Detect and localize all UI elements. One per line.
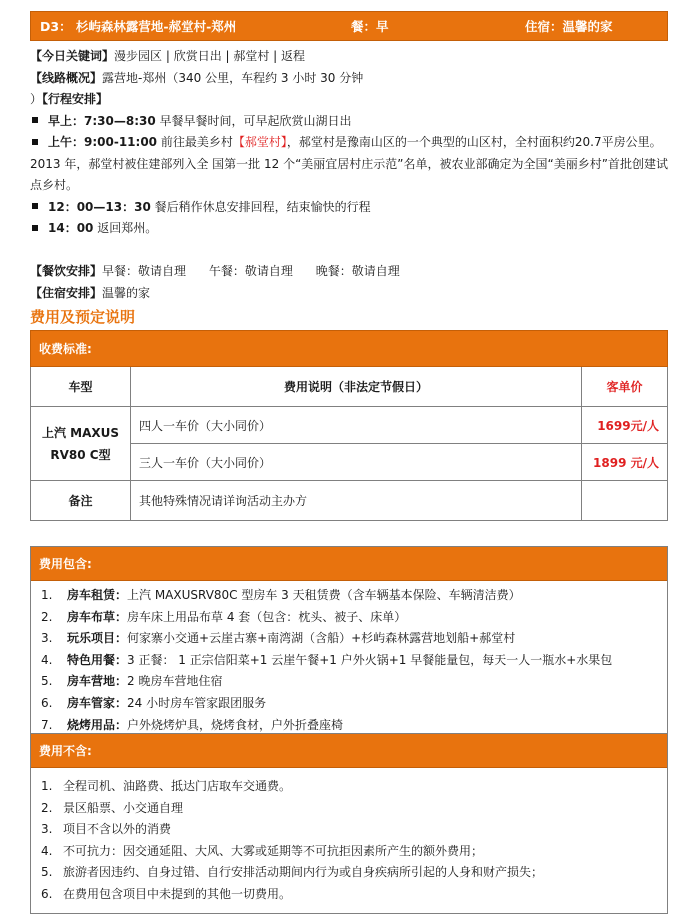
list-item <box>41 841 667 863</box>
list-item <box>41 693 667 715</box>
morning-line <box>30 111 670 133</box>
square-bullet-icon <box>32 225 38 231</box>
forenoon-highlight: 【郝堂村】 <box>232 135 287 149</box>
noon-text: 餐后稍作休息安排回程，结束愉快的行程 <box>154 199 371 214</box>
overview-line <box>30 68 670 90</box>
item-text: 24 小时房车管家跟团服务 <box>127 695 267 710</box>
item-text: 全程司机、油路费、抵达门店取车交通费。 <box>63 779 292 793</box>
item-text: 在费用包含项目中未提到的其他一切费用。 <box>63 886 292 901</box>
item-number: 1. <box>41 588 53 602</box>
model-line1: 上汽 MAXUS <box>41 425 120 440</box>
included-box <box>30 546 668 736</box>
overview-label: 【线路概况】 <box>30 70 103 85</box>
square-bullet-icon <box>32 139 38 145</box>
meals-label: 【餐饮安排】 <box>30 264 103 278</box>
item-number: 5. <box>41 674 53 689</box>
row-desc: 四人一车价（大小同价） <box>131 407 582 444</box>
item-text: 2 晚房车营地住宿 <box>127 674 223 689</box>
row-price: 1699元/人 <box>582 407 668 444</box>
item-number: 7. <box>41 717 53 732</box>
day-route: D3： 杉屿森林露营地-郝堂村-郑州 <box>40 19 237 34</box>
list-item <box>41 798 667 820</box>
item-label: 房车营地： <box>67 674 128 689</box>
forenoon-label: 上午：9:00-11:00 <box>48 135 158 149</box>
item-number: 6. <box>41 695 53 710</box>
list-item <box>41 607 667 629</box>
list-item <box>41 671 667 693</box>
square-bullet-icon <box>32 203 38 209</box>
lodging-text: 温馨的家 <box>102 285 151 300</box>
excluded-header: 费用不含: <box>31 734 667 768</box>
item-text: 房车床上用品布草 4 套（包含：枕头、被子、床单） <box>127 609 407 624</box>
list-item <box>41 862 667 884</box>
item-text: 不可抗力：因交通延阻、大风、大雾或延期等不可抗拒因素所产生的额外费用； <box>63 843 484 858</box>
col-model-header: 车型 <box>31 367 131 407</box>
list-item <box>41 650 667 672</box>
item-number: 6. <box>41 886 53 901</box>
item-number: 2. <box>41 800 53 815</box>
table-row <box>31 407 668 444</box>
day-header-bar <box>30 11 668 41</box>
note-label: 备注 <box>31 481 131 521</box>
forenoon-text-a: 前往最美乡村 <box>160 135 233 149</box>
meals-line <box>30 261 670 283</box>
model-cell <box>31 407 131 481</box>
day-meal: 餐：早 <box>351 19 389 34</box>
afternoon-text: 返回郑州。 <box>97 221 158 235</box>
keywords-text: 漫步园区 | 欣赏日出 | 郝堂村 | 返程 <box>114 49 306 63</box>
item-text: 景区船票、小交通自理 <box>63 800 184 815</box>
fee-table-header-row <box>31 331 668 367</box>
list-item <box>41 884 667 906</box>
item-label: 房车管家： <box>67 695 128 710</box>
item-number: 5. <box>41 865 53 880</box>
itinerary-section <box>30 46 670 304</box>
keywords-line <box>30 46 670 68</box>
model-line2: RV80 C型 <box>50 447 111 462</box>
list-item <box>41 628 667 650</box>
morning-label: 早上：7:30—8:30 <box>48 113 156 128</box>
excluded-list <box>31 768 667 906</box>
item-number: 2. <box>41 609 53 624</box>
note-empty-cell <box>582 481 668 521</box>
note-text: 其他特殊情况请详询活动主办方 <box>131 481 582 521</box>
lodging-label: 【住宿安排】 <box>30 285 103 300</box>
item-number: 3. <box>41 631 53 646</box>
overview-text: 露营地-郑州（340 公里，车程约 3 小时 30 分钟 <box>102 70 364 85</box>
schedule-line <box>30 89 670 111</box>
fees-section-title: 费用及预定说明 <box>30 308 136 326</box>
item-text: 户外烧烤炉具，烧烤食材，户外折叠座椅 <box>127 717 344 732</box>
fee-table-header: 收费标准: <box>31 331 668 367</box>
item-text: 旅游者因违约、自身过错、自行安排活动期间内行为或自身疾病所引起的人身和财产损失； <box>63 865 544 880</box>
item-number: 1. <box>41 779 53 793</box>
schedule-label: 【行程安排】 <box>42 92 109 106</box>
item-label: 房车布草： <box>67 609 128 624</box>
noon-label: 12：00—13：30 <box>48 199 151 214</box>
spacer <box>30 240 670 262</box>
item-label: 特色用餐： <box>67 652 128 667</box>
forenoon-line <box>30 132 670 197</box>
afternoon-label: 14：00 <box>48 221 94 235</box>
meals-text: 早餐：敬请自理 午餐：敬请自理 晚餐：敬请自理 <box>102 264 400 278</box>
lodging-line <box>30 283 670 305</box>
item-text: 3 正餐： 1 正宗信阳菜+1 云崖午餐+1 户外火锅+1 早餐能量包，每天一人一瓶水+水果包 <box>127 652 613 667</box>
afternoon-line <box>30 218 670 240</box>
list-item <box>41 776 667 798</box>
row-price: 1899 元/人 <box>582 444 668 481</box>
col-price-header: 客单价 <box>582 367 668 407</box>
excluded-box <box>30 733 668 914</box>
forenoon-text-b: ，郝堂村是豫南山区的一个典型的山区村，全村面积约20.7平房公里。2013 年，郝堂村被住建部列入全 国第一批 12 个“美丽宜居村庄示范”名单，被农业部确定为全国“美丽乡村”首批创建试点乡村。 <box>30 135 668 192</box>
item-text: 何家寨小交通+云崖古寨+南湾湖（含船）+杉屿森林露营地划船+郝堂村 <box>127 631 516 646</box>
item-number: 3. <box>41 822 53 837</box>
morning-text: 早餐早餐时间，可早起欣赏山湖日出 <box>159 113 352 128</box>
schedule-prefix: ） <box>30 92 43 106</box>
item-text: 上汽 MAXUSRV80C 型房车 3 天租赁费（含车辆基本保险、车辆清洁费） <box>127 588 521 602</box>
fee-table <box>30 330 668 521</box>
list-item <box>41 585 667 607</box>
item-text: 项目不含以外的消费 <box>63 822 172 837</box>
included-list <box>31 581 667 736</box>
noon-line <box>30 197 670 219</box>
day-lodging: 住宿：温馨的家 <box>525 19 613 34</box>
row-desc: 三人一车价（大小同价） <box>131 444 582 481</box>
item-number: 4. <box>41 652 53 667</box>
square-bullet-icon <box>32 117 38 123</box>
item-label: 玩乐项目： <box>67 631 128 646</box>
table-row-note <box>31 481 668 521</box>
item-label: 烧烤用品： <box>67 717 128 732</box>
item-number: 4. <box>41 843 53 858</box>
list-item <box>41 819 667 841</box>
item-label: 房车租赁： <box>67 588 128 602</box>
included-header: 费用包含: <box>31 547 667 581</box>
col-desc-header: 费用说明（非法定节假日） <box>131 367 582 407</box>
keywords-label: 【今日关键词】 <box>30 49 115 63</box>
fee-table-column-row <box>31 367 668 407</box>
